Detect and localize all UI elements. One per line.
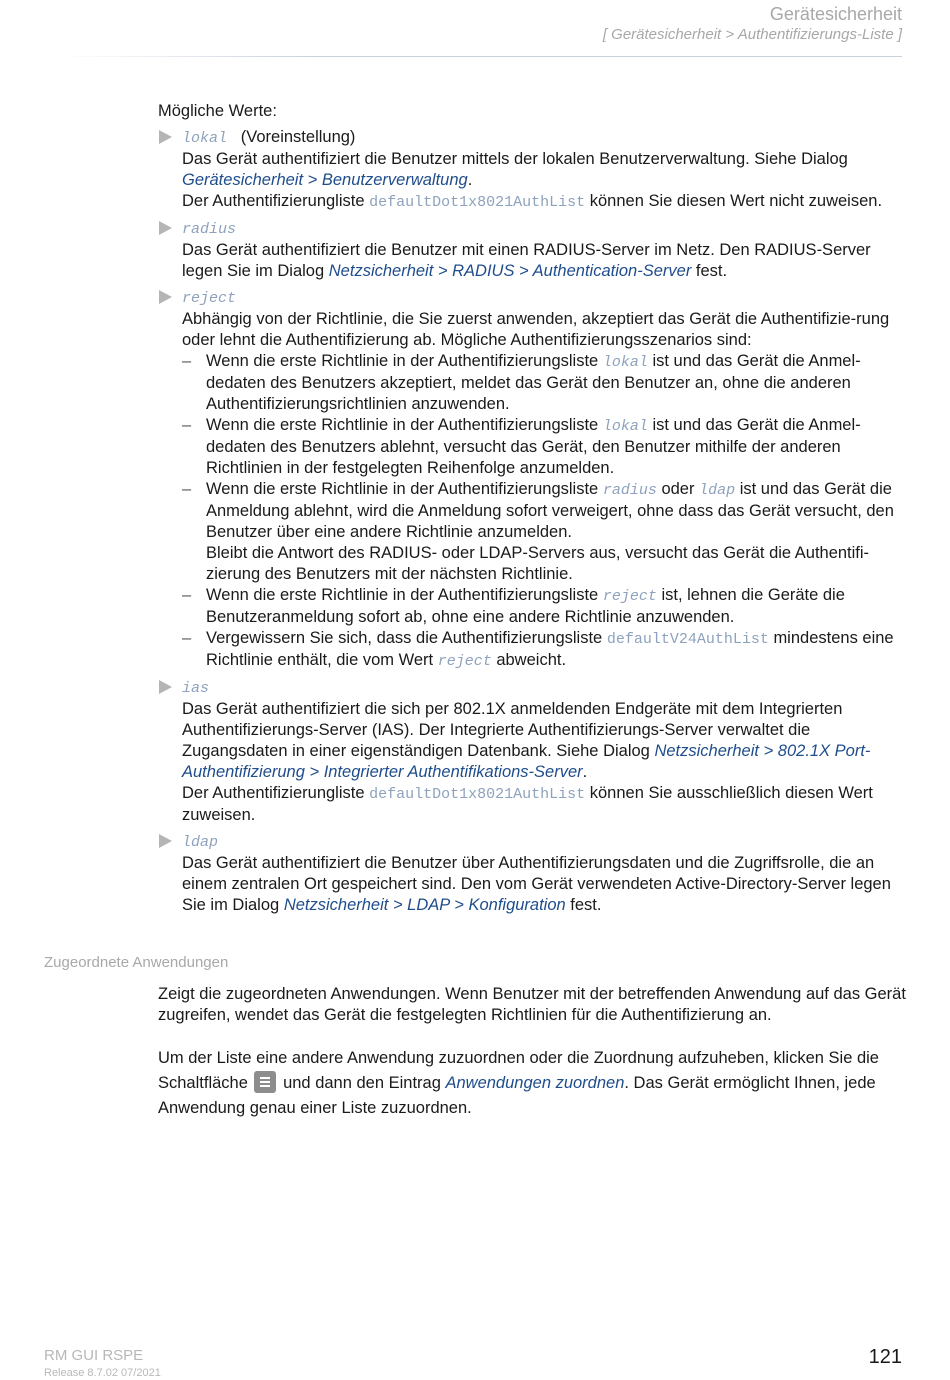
section-paragraph-2 [158,1046,906,1121]
scenario-code: defaultV24AuthList [606,631,769,648]
dash-bullet: – [182,629,192,647]
value-description: Abhängig von der Richtlinie, die Sie zuerst anwenden, akzeptiert das Gerät die Authentifizie-rung oder lehnt die Authentifizierung ab. Mögliche Authentifizierungsszenarios sind: [182,310,890,349]
value-code: ias [182,680,210,697]
value-code: lokal [182,130,228,147]
section-paragraph: Zeigt die zugeordneten Anwendungen. Wenn Benutzer mit der betreffenden Anwendung auf das Gerät zugreifen, wendet das Gerät die festgelegten Richtlinien für die Authentifizierung an. [158,985,906,1024]
scenario-item [182,628,906,672]
scenario-code: radius [602,482,657,499]
page-number: 121 [868,1346,902,1368]
triangle-bullet-icon [159,221,172,235]
value-code: reject [182,290,237,307]
value-note-code: defaultDot1x8021AuthList [369,194,586,211]
scenario-pre: Wenn die erste Richtlinie in der Authentifizierungsliste [206,352,599,370]
scenario-pre: Wenn die erste Richtlinie in der Authentifizierungsliste [206,416,599,434]
scenario-post: ist und das Gerät die Anmel-dedaten des Benutzers akzeptiert, meldet das Gerät den Benutzer an, ohne die anderen Authentifizierungsrichtlinien anzuwenden. [206,352,861,413]
scenario-mid: mindestens eine Richtlinie enthält, die vom Wert [206,629,894,669]
paragraph-post: . Das Gerät ermöglicht Ihnen, jede Anwendung genau einer Liste zuzuordnen. [158,1074,876,1117]
dialog-link[interactable]: Gerätesicherheit > Benutzerverwaltung [182,171,468,189]
scenario-item [182,415,906,479]
value-note-code: defaultDot1x8021AuthList [369,786,586,803]
triangle-bullet-icon [159,130,172,144]
value-description-post: fest. [695,262,728,280]
values-list [158,101,906,916]
triangle-bullet-icon [159,680,172,694]
header-title: Gerätesicherheit [769,4,902,24]
value-note-pre: Der Authentifizierungliste [182,784,365,802]
value-note-post: können Sie ausschließlich diesen Wert zuweisen. [182,784,873,824]
section-body [158,984,906,1121]
dash-bullet: – [182,352,192,370]
scenario-post: ist, lehnen die Geräte die Benutzeranmeldung sofort ab, ohne eine andere Richtlinie anzuwenden. [206,586,845,626]
scenario-post: ist und das Gerät die Anmeldung ablehnt, wird die Anmeldung sofort verweigert, ohne dass das Gerät versucht, den Benutzer über eine andere Richtlinie anzumelden. [206,480,894,541]
value-description: Das Gerät authentifiziert die Benutzer mit einen RADIUS-Server im Netz. Den RADIUS-Server legen Sie im Dialog [182,241,871,280]
value-description: Das Gerät authentifiziert die Benutzer mittels der lokalen Benutzerverwaltung. Siehe Dialog [182,150,848,168]
scenario-item [182,585,906,628]
dash-bullet: – [182,480,192,498]
triangle-bullet-icon [159,290,172,304]
value-suffix: (Voreinstellung) [240,128,356,146]
value-description: Das Gerät authentifiziert die Benutzer über Authentifizierungsdaten und die Zugriffsrolle, die an einem zentralen Ort gespeichert sind. Den vom Gerät verwendeten Active-Directory-Server legen Sie im Dialog [182,854,891,914]
header-divider [60,56,902,57]
dialog-link[interactable]: Netzsicherheit > LDAP > Konfiguration [283,896,566,914]
value-note-post: können Sie diesen Wert nicht zuweisen. [589,192,883,210]
hamburger-menu-icon[interactable] [254,1071,276,1093]
section-label: Zugeordnete Anwendungen [44,954,229,971]
scenario-extra: Bleibt die Antwort des RADIUS- oder LDAP-Servers aus, versucht das Gerät die Authentifi-zierung des Benutzers mit der nächsten Richtlinie. [206,544,870,583]
scenario-code: reject [602,588,657,605]
scenario-mid: oder [661,480,695,498]
scenario-code: lokal [602,418,648,435]
header-breadcrumb: [ Gerätesicherheit > Authentifizierungs-Liste ] [602,26,902,43]
dialog-link[interactable]: Netzsicherheit > RADIUS > Authentication-Server [328,262,692,280]
value-code: radius [182,221,237,238]
scenario-item [182,479,906,585]
footer-release: Release 8.7.02 07/2021 [44,1367,161,1379]
assign-applications-link[interactable]: Anwendungen zuordnen [445,1074,625,1092]
scenario-pre: Wenn die erste Richtlinie in der Authentifizierungsliste [206,586,599,604]
scenario-code: reject [437,653,492,670]
value-note-pre: Der Authentifizierungliste [182,192,365,210]
footer-product: RM GUI RSPE [44,1347,144,1364]
scenario-code: ldap [699,482,736,499]
value-item-reject [158,287,906,672]
scenario-post: abweicht. [496,651,567,669]
scenario-post: ist und das Gerät die Anmel-dedaten des Benutzers ablehnt, versucht das Gerät, den Benutzer mithilfe der anderen Richtlinien in der festgelegten Reihenfolge anzumelden. [206,416,861,477]
scenario-item [182,351,906,415]
dash-bullet: – [182,586,192,604]
value-code: ldap [182,834,219,851]
value-description: Das Gerät authentifiziert die sich per 802.1X anmeldenden Endgeräte mit dem Integrierten Authentifizierungs-Server (IAS). Der Integrierte Authentifizierungs-Server verwaltet die Zugangsdaten in einer eigenständigen Datenbank. Siehe Dialog [182,700,843,760]
scenario-code: lokal [602,354,648,371]
triangle-bullet-icon [159,834,172,848]
value-item-ias: ias Das Gerät authentifiziert die sich per 802.1X anmeldenden Endgeräte mit dem Integrierten Authentifizierungs-Server (IAS). Der Integrierte Authentifizierungs-Server verwaltet die Zugangsdaten in einer eigenständigen Datenbank. Siehe Dialog Netzsicherheit > 802.1X Port-Authentifizierung > Integrierter Authentifikations-Server. Der Authentifizierungliste defaultDot1x8021AuthList können Sie ausschließlich diesen Wert zuweisen. [158,677,906,826]
paragraph-mid: und dann den Eintrag [283,1074,441,1092]
dash-bullet: – [182,416,192,434]
paragraph-pre: Um der Liste eine andere Anwendung zuzuordnen oder die Zuordnung aufzuheben, klicken Sie die Schaltfläche [158,1049,879,1092]
value-item-lokal: lokal (Voreinstellung) Das Gerät authentifiziert die Benutzer mittels der lokalen Benutzerverwaltung. Siehe Dialog Gerätesicherheit > Benutzerverwaltung. Der Authentifizierungliste defaultDot1x8021AuthList können Sie diesen Wert nicht zuweisen. [158,127,906,213]
scenario-pre: Vergewissern Sie sich, dass die Authentifizierungsliste [206,629,603,647]
scenario-pre: Wenn die erste Richtlinie in der Authentifizierungsliste [206,480,599,498]
value-item-ldap [158,831,906,916]
value-item-radius [158,218,906,282]
dialog-link[interactable]: Netzsicherheit > 802.1X Port-Authentifizierung > Integrierter Authentifikations-Server [182,742,871,781]
intro-text: Mögliche Werte: [158,102,277,120]
value-description-post: fest. [570,896,602,914]
